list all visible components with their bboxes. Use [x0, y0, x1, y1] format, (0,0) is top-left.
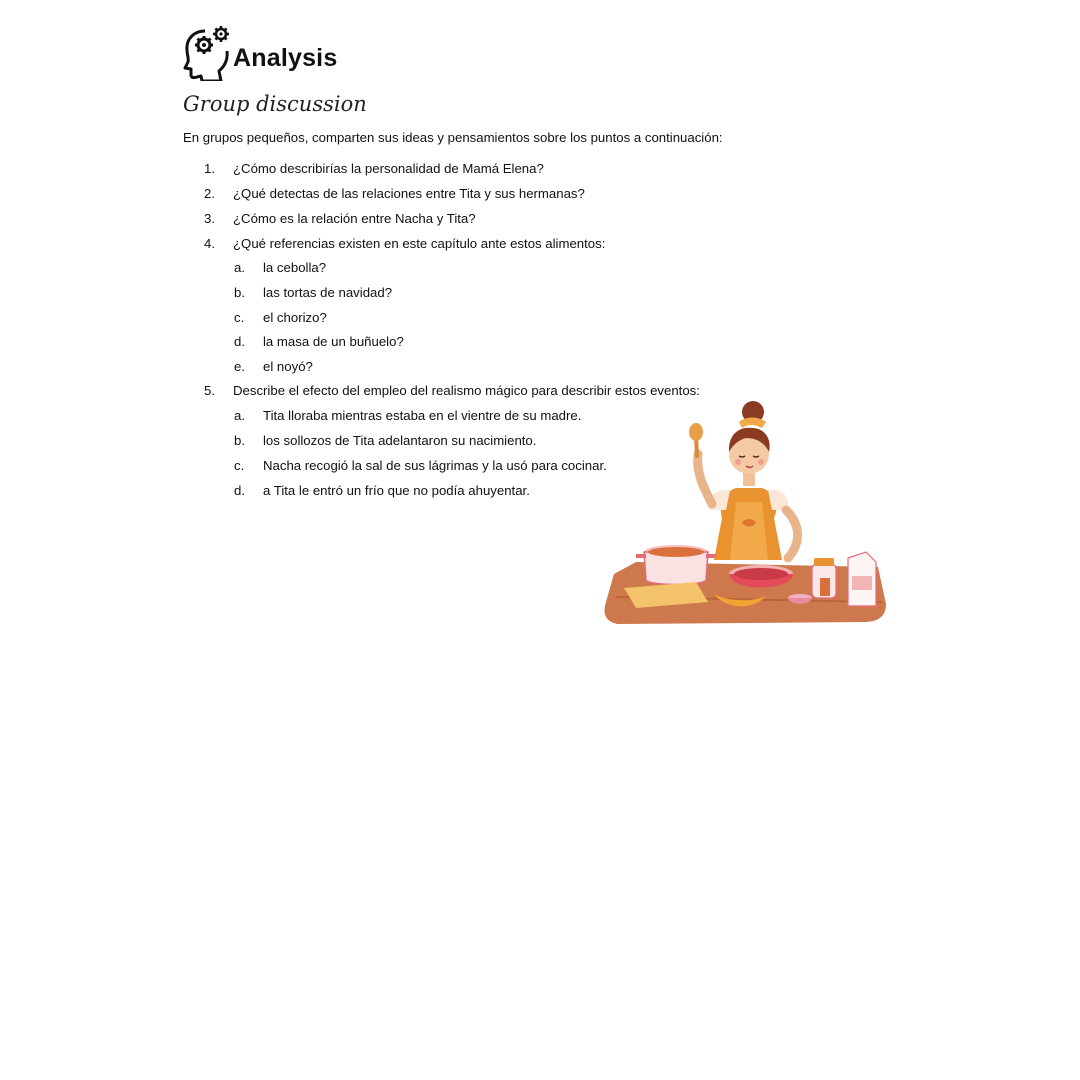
list-text: ¿Qué referencias existen en este capítulo ante estos alimentos: — [233, 236, 606, 251]
list-number: 1. — [204, 161, 215, 176]
sub-text: la cebolla? — [263, 260, 327, 275]
list-text: ¿Cómo describirías la personalidad de Mamá Elena? — [233, 161, 544, 176]
intro-text: En grupos pequeños, comparten sus ideas y pensamientos sobre los puntos a continuación: — [183, 130, 723, 145]
head-gears-icon — [183, 25, 233, 81]
list-number: 3. — [204, 211, 215, 226]
list-text: ¿Cómo es la relación entre Nacha y Tita? — [233, 211, 476, 226]
woman-cooking-illustration — [596, 392, 896, 632]
list-number: 4. — [204, 236, 215, 251]
sub-text: la masa de un buñuelo? — [263, 334, 404, 349]
sub-letter: c. — [234, 310, 245, 325]
page-title: Analysis — [233, 44, 338, 72]
list-number: 2. — [204, 186, 215, 201]
sub-text: Nacha recogió la sal de sus lágrimas y la usó para cocinar. — [263, 458, 607, 473]
sub-letter: d. — [234, 334, 245, 349]
sub-letter: c. — [234, 458, 245, 473]
sub-letter: b. — [234, 433, 245, 448]
sub-text: los sollozos de Tita adelantaron su nacimiento. — [263, 433, 537, 448]
sub-letter: b. — [234, 285, 245, 300]
sub-text: el noyó? — [263, 359, 313, 374]
section-subtitle: Group discussion — [183, 92, 367, 116]
sub-letter: a. — [234, 260, 245, 275]
sub-letter: d. — [234, 483, 245, 498]
sub-text: las tortas de navidad? — [263, 285, 393, 300]
sub-text: a Tita le entró un frío que no podía ahuyentar. — [263, 483, 530, 498]
sub-letter: e. — [234, 359, 245, 374]
sub-letter: a. — [234, 408, 245, 423]
list-number: 5. — [204, 383, 215, 398]
sub-text: el chorizo? — [263, 310, 327, 325]
list-text: Describe el efecto del empleo del realismo mágico para describir estos eventos: — [233, 383, 700, 398]
list-text: ¿Qué detectas de las relaciones entre Tita y sus hermanas? — [233, 186, 585, 201]
sub-text: Tita lloraba mientras estaba en el vientre de su madre. — [263, 408, 582, 423]
